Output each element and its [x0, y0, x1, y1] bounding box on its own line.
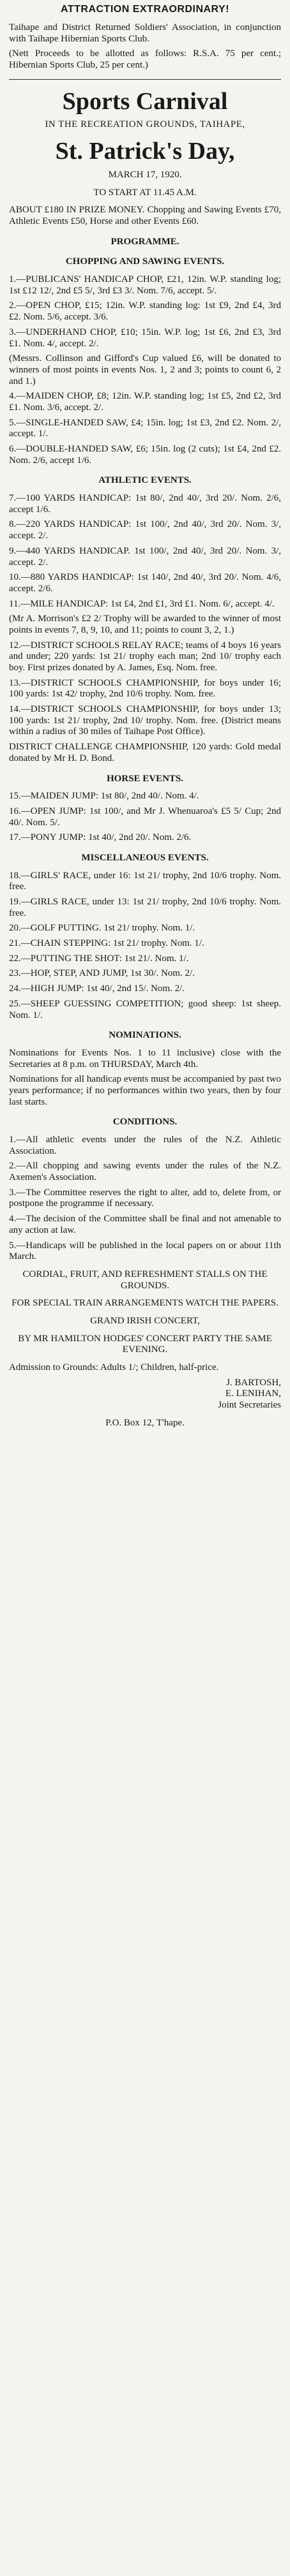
programme-item: 11.—MILE HANDICAP: 1st £4, 2nd £1, 3rd £1. Nom. 6/, accept. 4/.	[9, 598, 275, 609]
condition-item: 2.—All chopping and sawing events under the rules of the N.Z. Axemen's Association.	[9, 1161, 281, 1183]
condition-item: 5.—Handicaps will be published in the local papers on or about 11th March.	[9, 1240, 281, 1262]
event-prizes: ABOUT £180 IN PRIZE MONEY. Chopping and Sawing Events £70, Athletic Events £50, Horse and other Events £60.	[9, 205, 281, 227]
programme-item: 5.—SINGLE-HANDED SAW, £4; 15in. log; 1st £3, 2nd £2. Nom. 2/, accept. 1/.	[9, 417, 281, 439]
event-date: MARCH 17, 1920.	[108, 169, 182, 180]
programme-sections	[9, 256, 281, 1021]
programme-item: 16.—OPEN JUMP: 1st 100/, and Mr J. Whenuaroa's £5 5/ Cup; 2nd 40/. Nom. 5/.	[9, 806, 281, 828]
programme-item: 23.—HOP, STEP, AND JUMP, 1st 30/. Nom. 2/.	[9, 968, 195, 979]
nomination-paragraph: Nominations for all handicap events must be accompanied by past two years performance; if no performances within two years, then by four last starts.	[9, 1074, 281, 1107]
programme-section-heading: CHOPPING AND SAWING EVENTS.	[65, 256, 225, 267]
conditions-list	[9, 1135, 281, 1263]
event-name: Sports Carnival	[62, 87, 228, 115]
programme-item: 2.—OPEN CHOP, £15; 12in. W.P. standing log: 1st £9, 2nd £4, 3rd £2. Nom. 5/6, accept. 3/6.	[9, 300, 281, 323]
nominations-list	[9, 1048, 281, 1108]
programme-item: 25.—SHEEP GUESSING COMPETITION; good sheep: 1st sheep. Nom. 1/.	[9, 998, 281, 1020]
programme-item: 21.—CHAIN STEPPING: 1st 21/ trophy. Nom. 1/.	[9, 938, 204, 949]
programme-heading: PROGRAMME.	[111, 236, 179, 247]
address: P.O. Box 12, T'hape.	[105, 1417, 185, 1428]
signatory-role: Joint Secretaries	[218, 1400, 281, 1411]
programme-item: 19.—GIRLS RACE, under 13: 1st 21/ trophy, 2nd 10/6 trophy. Nom. free.	[9, 897, 281, 918]
programme-section-heading: MISCELLANEOUS EVENTS.	[81, 852, 209, 863]
condition-item: 3.—The Committee reserves the right to alter, add to, delete from, or postpone the programme if necessary.	[9, 1187, 281, 1209]
programme-section-heading: HORSE EVENTS.	[106, 773, 184, 784]
programme-item: DISTRICT CHALLENGE CHAMPIONSHIP, 120 yards: Gold medal donated by Mr H. D. Bond.	[9, 742, 281, 763]
signatory-2: E. LENIHAN,	[225, 1388, 281, 1399]
programme-item: (Mr A. Morrison's £2 2/ Trophy will be awarded to the winner of most points in events 7, 8, 9, 10, and 11; points to count 3, 2, 1.)	[9, 614, 281, 635]
programme-item: 4.—MAIDEN CHOP, £8; 12in. W.P. standing log; 1st £5, 2nd £2, 3rd £1. Nom. 3/6, accept. 2/.	[9, 391, 281, 413]
programme-item: 20.—GOLF PUTTING. 1st 21/ trophy. Nom. 1/.	[9, 923, 195, 934]
condition-item: 1.—All athletic events under the rules of the N.Z. Athletic Association.	[9, 1135, 281, 1156]
admission-note: Admission to Grounds: Adults 1/; Children, half-price.	[9, 1362, 219, 1373]
programme-section-heading: ATHLETIC EVENTS.	[98, 475, 192, 486]
programme-item: 10.—880 YARDS HANDICAP: 1st 140/, 2nd 40/, 3rd 20/. Nom. 4/6, accept. 2/6.	[9, 572, 281, 594]
condition-item: 4.—The decision of the Committee shall be final and not amenable to any action at law.	[9, 1214, 281, 1235]
programme-item: 22.—PUTTING THE SHOT: 1st 21/. Nom. 1/.	[9, 953, 189, 964]
programme-item: 24.—HIGH JUMP: 1st 40/, 2nd 15/. Nom. 2/.	[9, 983, 185, 994]
programme-item: (Messrs. Collinson and Gifford's Cup valued £6, will be donated to winners of most points in events Nos. 1, 2 and 3; points to count 6, 2 and 1.)	[9, 353, 281, 386]
programme-item: 14.—DISTRICT SCHOOLS CHAMPIONSHIP, for boys under 13; 100 yards: 1st 21/ trophy, 2nd 10/ trophy. Nom. free. (District means within a radius of 30 miles of Taihape Post Office).	[9, 704, 281, 737]
programme-item: 8.—220 YARDS HANDICAP: 1st 100/, 2nd 40/, 3rd 20/. Nom. 3/, accept. 2/.	[9, 519, 281, 541]
nomination-paragraph: Nominations for Events Nos. 1 to 11 inclusive) close with the Secretaries at 8 p.m. on THURSDAY, March 4th.	[9, 1047, 281, 1070]
event-start: TO START AT 11.45 A.M.	[93, 187, 197, 198]
programme-item: 1.—PUBLICANS' HANDICAP CHOP, £21, 12in. W.P. standing log; 1st £12 12/, 2nd £5 5/, 3rd £3 3/. Nom. 7/6, accept. 5/.	[9, 274, 281, 296]
programme-item: 12.—DISTRICT SCHOOLS RELAY RACE; teams of 4 boys 16 years and under; 220 yards: 1st 21/ trophy each man; 2nd 10/ trophy each boy. First prizes donated by A. James, Esq. Nom. free.	[9, 640, 281, 673]
divider	[9, 79, 281, 80]
attraction-title: ATTRACTION EXTRAORDINARY!	[60, 4, 230, 15]
programme-item: 13.—DISTRICT SCHOOLS CHAMPIONSHIP, for boys under 16; 100 yards: 1st 42/ trophy, 2nd 10/6 trophy. Nom. free.	[9, 677, 281, 700]
event-location: IN THE RECREATION GROUNDS, TAIHAPE,	[45, 119, 245, 130]
conditions-heading: CONDITIONS.	[112, 1117, 178, 1128]
programme-item: 6.—DOUBLE-HANDED SAW, £6; 15in. log (2 cuts); 1st £4, 2nd £2. Nom. 2/6, accept 1/6.	[9, 444, 281, 466]
nominations-heading: NOMINATIONS.	[109, 1030, 181, 1041]
programme-item: 17.—PONY JUMP: 1st 40/, 2nd 20/. Nom. 2/6.	[9, 832, 192, 843]
programme-item: 15.—MAIDEN JUMP: 1st 80/, 2nd 40/. Nom. 4/.	[9, 791, 199, 802]
proceeds-note: (Nett Proceeds to be allotted as follows: R.S.A. 75 per cent.; Hibernian Sports Club, 25 per cent.)	[9, 48, 281, 70]
programme-item: 3.—UNDERHAND CHOP, £10; 15in. W.P. log; 1st £6, 2nd £3, 3rd £1. Nom. 4/, accept. 2/.	[9, 327, 281, 349]
programme-item: 7.—100 YARDS HANDICAP: 1st 80/, 2nd 40/, 3rd 20/. Nom. 2/6, accept 1/6.	[9, 493, 281, 515]
train-note: FOR SPECIAL TRAIN ARRANGEMENTS WATCH THE PAPERS.	[11, 1298, 279, 1309]
concert-body: BY MR HAMILTON HODGES' CONCERT PARTY THE SAME EVENING.	[18, 1333, 272, 1355]
signatory-1: J. BARTOSH,	[226, 1377, 281, 1388]
event-occasion: St. Patrick's Day,	[55, 138, 235, 165]
concert-title: GRAND IRISH CONCERT,	[90, 1315, 200, 1326]
stalls-note: CORDIAL, FRUIT, AND REFRESHMENT STALLS ON THE GROUNDS.	[22, 1269, 268, 1291]
programme-item: 9.—440 YARDS HANDICAP. 1st 100/, 2nd 40/, 3rd 20/. Nom. 3/, accept. 2/.	[9, 545, 281, 568]
programme-item: 18.—GIRLS' RACE, under 16: 1st 21/ trophy, 2nd 10/6 trophy. Nom. free.	[9, 870, 281, 892]
organiser-intro: Taihape and District Returned Soldiers' Association, in conjunction with Taihape Hibernian Sports Club.	[9, 22, 281, 44]
